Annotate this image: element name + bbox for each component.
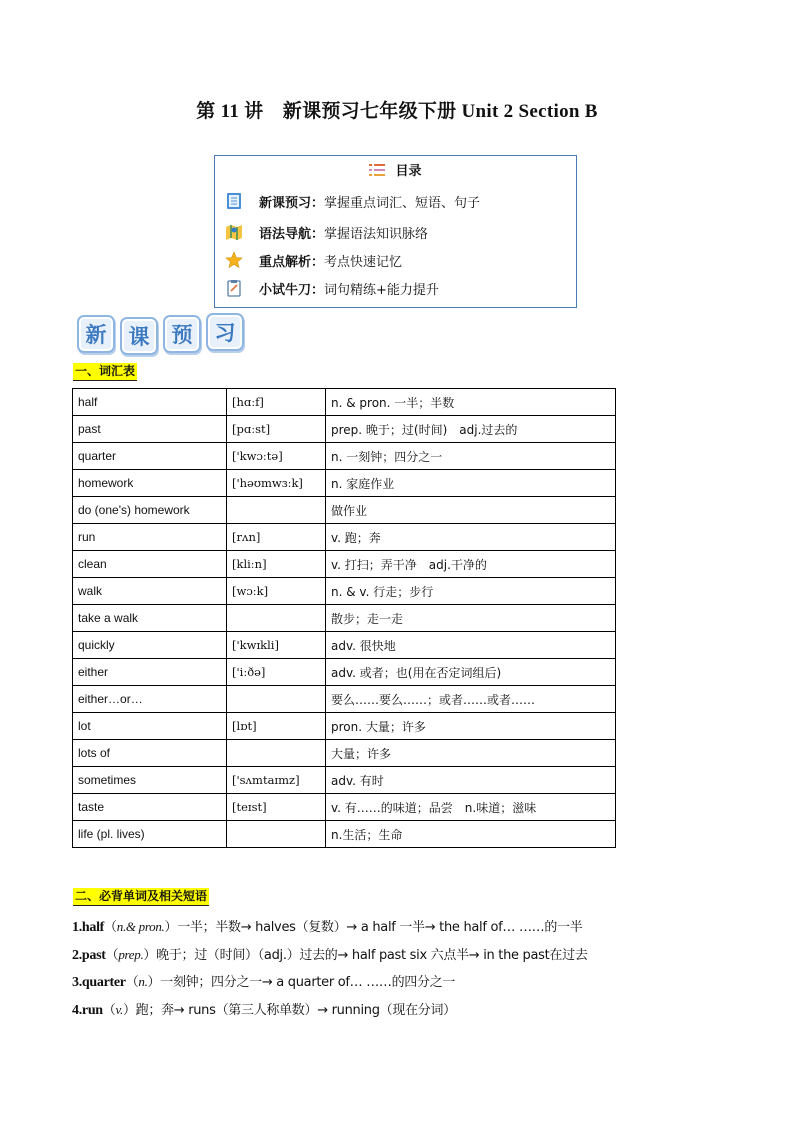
vocab-phonetic: [pɑːst] [227,416,326,443]
map-icon [225,223,243,241]
section-heading-phrases: 二、必背单词及相关短语 [73,888,209,906]
vocab-meaning: 散步；走一走 [326,605,616,632]
vocab-phonetic: ['sʌmtaɪmz] [227,767,326,794]
toc-item-text: 考点快速记忆 [324,254,403,270]
table-row [73,713,616,740]
vocab-meaning: v. 有……的味道；品尝 n.味道；滋味 [326,794,616,821]
vocab-word: run [73,524,227,551]
toc-item-label: 新课预习： [259,195,325,211]
vocab-meaning: 要么……要么……；或者……或者…… [326,686,616,713]
vocab-meaning: pron. 大量；许多 [326,713,616,740]
vocab-word: take a walk [73,605,227,632]
vocab-word: lots of [73,740,227,767]
phrase-pos: n.& pron. [116,919,165,934]
vocab-word: walk [73,578,227,605]
phrase-item: 3.quarter（n.）一刻钟；四分之一→ a quarter of… ……的四分之一 [72,974,456,990]
vocab-word: half [73,389,227,416]
vocab-word: quarter [73,443,227,470]
vocab-meaning: 大量；许多 [326,740,616,767]
toc-item-analysis[interactable] [225,249,402,271]
phrase-item: 4.run（v.）跑；奔→ runs（第三人称单数）→ running（现在分词） [72,1002,456,1018]
banner-char: 习 [206,313,244,351]
vocab-phonetic: [wɔːk] [227,578,326,605]
vocab-phonetic: ['kwɔːtə] [227,443,326,470]
phrase-word: 4.run [72,1003,103,1018]
table-row [73,605,616,632]
toc-heading [215,160,576,179]
vocab-phonetic: [rʌn] [227,524,326,551]
banner-char: 课 [120,317,158,355]
vocab-word: past [73,416,227,443]
vocab-word: either [73,659,227,686]
vocab-phonetic: [hɑːf] [227,389,326,416]
toc-item-text: 掌握重点词汇、短语、句子 [324,195,481,211]
table-row [73,497,616,524]
vocab-phonetic: [teɪst] [227,794,326,821]
vocab-phonetic [227,686,326,713]
vocab-phonetic: [kliːn] [227,551,326,578]
vocab-word: taste [73,794,227,821]
banner-char: 新 [77,315,115,353]
vocab-meaning: n. 一刻钟；四分之一 [326,443,616,470]
vocab-meaning: 做作业 [326,497,616,524]
phrase-pos: v. [115,1002,123,1017]
page-title: 第 11 讲 新课预习七年级下册 Unit 2 Section B [196,101,598,122]
table-of-contents [214,155,577,308]
table-row [73,821,616,848]
toc-item-label: 小试牛刀： [259,282,325,298]
table-row [73,443,616,470]
table-row [73,767,616,794]
star-icon [225,251,243,269]
vocab-word: do (one's) homework [73,497,227,524]
vocab-phonetic: ['kwɪkli] [227,632,326,659]
phrase-item: 2.past（prep.）晚于；过（时间）（adj.）过去的→ half past six 六点半→ in the past在过去 [72,947,588,963]
phrase-word: 2.past [72,948,106,963]
phrase-pos: prep. [118,947,144,962]
vocab-phonetic [227,605,326,632]
table-row [73,740,616,767]
toc-item-grammar[interactable] [225,221,428,243]
vocab-meaning: n.生活；生命 [326,821,616,848]
vocab-word: life (pl. lives) [73,821,227,848]
toc-item-preview[interactable] [225,190,480,212]
vocab-word: sometimes [73,767,227,794]
phrase-word: 3.quarter [72,975,126,990]
phrase-text: 跑；奔→ runs（第三人称单数）→ running（现在分词） [135,1003,456,1018]
vocab-phonetic: ['həʊmwɜːk] [227,470,326,497]
vocab-meaning: prep. 晚于；过(时间) adj.过去的 [326,416,616,443]
vocab-word: clean [73,551,227,578]
table-row [73,389,616,416]
vocab-meaning: adv. 有时 [326,767,616,794]
table-row [73,470,616,497]
vocab-phonetic: ['iːðə] [227,659,326,686]
vocab-meaning: v. 打扫；弄干净 adj.干净的 [326,551,616,578]
vocab-meaning: v. 跑；奔 [326,524,616,551]
vocab-phonetic [227,821,326,848]
book-icon [225,192,243,210]
vocab-word: either…or… [73,686,227,713]
table-row [73,632,616,659]
vocab-meaning: n. & v. 行走；步行 [326,578,616,605]
toc-heading-text: 目录 [395,164,422,179]
vocab-word: lot [73,713,227,740]
phrase-text: 一半；半数→ halves（复数）→ a half 一半→ the half of… ……的一半 [177,920,583,935]
toc-item-text: 掌握语法知识脉络 [324,226,429,242]
phrase-text: 晚于；过（时间）（adj.）过去的→ half past six 六点半→ in the past在过去 [156,948,588,963]
notepad-icon [225,279,243,297]
phrase-word: 1.half [72,920,105,935]
table-row [73,551,616,578]
vocab-meaning: n. & pron. 一半；半数 [326,389,616,416]
vocab-meaning: adv. 很快地 [326,632,616,659]
phrase-pos: n. [138,974,148,989]
table-row [73,578,616,605]
vocab-meaning: adv. 或者；也(用在否定词组后) [326,659,616,686]
vocab-phonetic: [lɒt] [227,713,326,740]
toc-item-label: 重点解析： [259,254,325,270]
toc-item-label: 语法导航： [259,226,325,242]
table-row [73,524,616,551]
vocab-word: quickly [73,632,227,659]
list-icon [369,164,385,176]
table-row [73,416,616,443]
toc-item-text: 词句精练+能力提升 [324,282,439,298]
vocab-phonetic [227,497,326,524]
table-row [73,686,616,713]
vocab-phonetic [227,740,326,767]
phrase-item: 1.half（n.& pron.）一半；半数→ halves（复数）→ a half 一半→ the half of… ……的一半 [72,919,583,935]
banner-char: 预 [163,315,201,353]
table-row [73,659,616,686]
vocab-table [72,388,616,848]
section-banner [77,315,244,355]
section-heading-vocab: 一、词汇表 [73,363,137,381]
phrase-text: 一刻钟；四分之一→ a quarter of… ……的四分之一 [160,975,456,990]
table-row [73,794,616,821]
vocab-word: homework [73,470,227,497]
toc-item-practice[interactable] [225,277,439,299]
vocab-meaning: n. 家庭作业 [326,470,616,497]
